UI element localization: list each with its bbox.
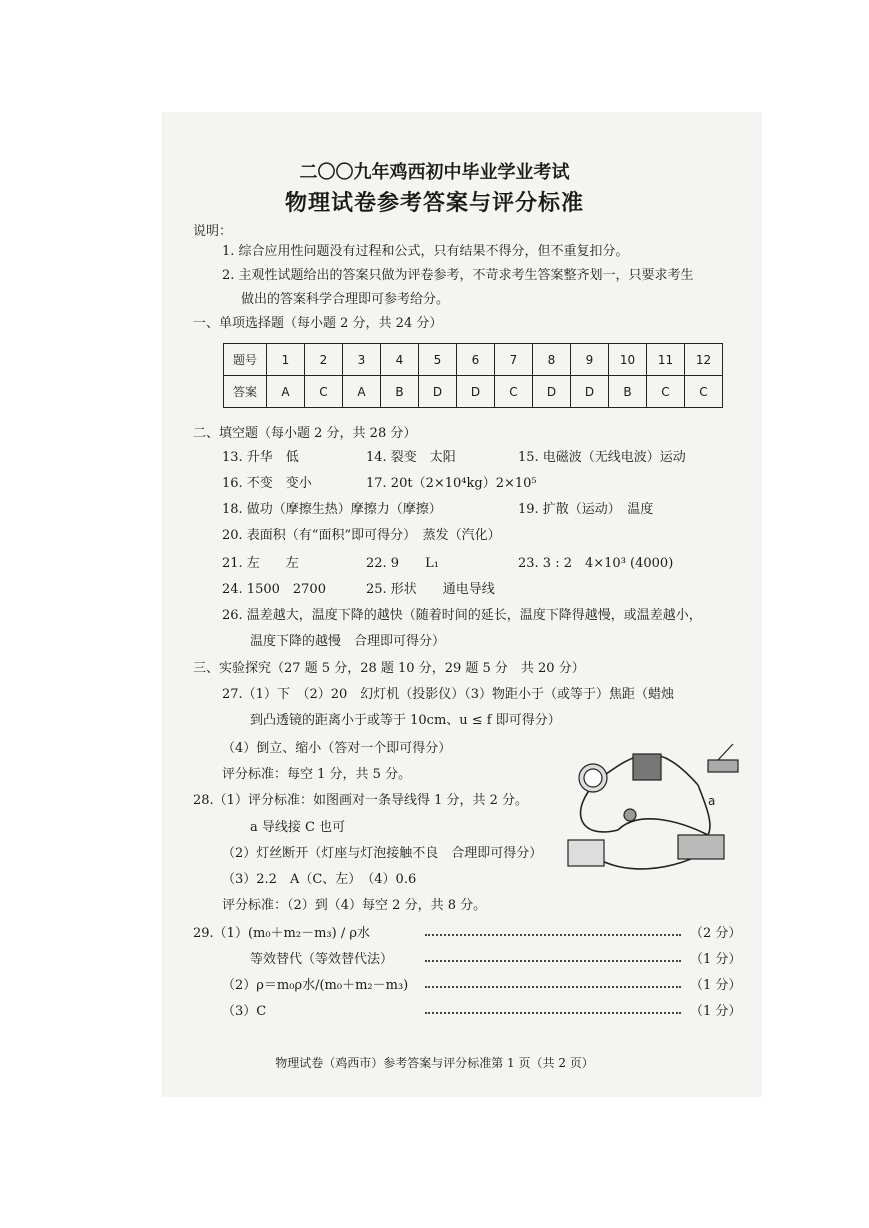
table-cell: C xyxy=(495,376,533,408)
answer-16: 16. 不变 变小 xyxy=(222,476,312,491)
answer-19: 19. 扩散（运动） 温度 xyxy=(518,502,654,517)
answer-15: 15. 电磁波（无线电波）运动 xyxy=(518,450,686,465)
answer-18: 18. 做功（摩擦生热）摩擦力（摩擦） xyxy=(222,502,442,517)
dotted-leader xyxy=(425,960,681,962)
dotted-leader xyxy=(425,986,681,988)
answer-28-3: （3）2.2 A（C、左） （4）0.6 xyxy=(222,872,417,887)
table-cell: C xyxy=(305,376,343,408)
table-cell: B xyxy=(381,376,419,408)
answer-28-note: a 导线接 C 也可 xyxy=(250,820,346,835)
answer-21: 21. 左 左 xyxy=(222,556,299,571)
answer-13: 13. 升华 低 xyxy=(222,450,299,465)
answer-25: 25. 形状 通电导线 xyxy=(366,582,495,597)
note-1: 1. 综合应用性问题没有过程和公式，只有结果不得分，但不重复扣分。 xyxy=(222,244,629,259)
table-cell: 5 xyxy=(419,344,457,376)
table-cell: 10 xyxy=(609,344,647,376)
table-cell: 8 xyxy=(533,344,571,376)
answer-28-2: （2）灯丝断开（灯座与灯泡接触不良 合理即可得分） xyxy=(222,846,543,861)
section-2-heading: 二、填空题（每小题 2 分，共 28 分） xyxy=(193,426,417,441)
table-cell: 7 xyxy=(495,344,533,376)
answer-29-1b: 等效替代（等效替代法） xyxy=(250,952,394,967)
answer-29-1: 29.（1）(m₀＋m₂－m₃) / ρ水 xyxy=(193,926,370,941)
table-cell: 11 xyxy=(647,344,685,376)
table-cell: C xyxy=(685,376,723,408)
answer-27-scoring: 评分标准：每空 1 分，共 5 分。 xyxy=(222,767,412,782)
table-cell: 2 xyxy=(305,344,343,376)
dotted-leader xyxy=(425,1012,681,1014)
table-cell: D xyxy=(419,376,457,408)
table-label-answer: 答案 xyxy=(224,376,267,408)
table-label-number: 题号 xyxy=(224,344,267,376)
notes-label: 说明： xyxy=(193,224,233,239)
table-cell: C xyxy=(647,376,685,408)
score-29-3: （1 分） xyxy=(690,1004,742,1019)
score-29-2: （1 分） xyxy=(690,978,742,993)
answer-26-cont: 温度下降的越慢 合理即可得分） xyxy=(250,634,446,649)
circuit-wire-label: a xyxy=(708,794,716,808)
table-cell: D xyxy=(533,376,571,408)
answer-table xyxy=(223,343,723,408)
table-cell: 4 xyxy=(381,344,419,376)
exam-subtitle: 物理试卷参考答案与评分标准 xyxy=(284,190,584,216)
answer-22: 22. 9 L₁ xyxy=(366,556,439,571)
circuit-diagram xyxy=(558,740,758,880)
table-cell: A xyxy=(343,376,381,408)
answer-14: 14. 裂变 太阳 xyxy=(366,450,456,465)
answer-29-3: （3）C xyxy=(222,1004,267,1019)
exam-title: 二〇〇九年鸡西初中毕业学业考试 xyxy=(299,162,570,183)
answer-17: 17. 20t（2×10⁴kg）2×10⁵ xyxy=(366,476,537,491)
answer-27-cont: 到凸透镜的距离小于或等于 10cm、u ≤ f 即可得分） xyxy=(250,713,561,728)
table-row-numbers xyxy=(224,344,723,376)
answer-23: 23. 3 : 2 4×10³ (4000) xyxy=(518,556,674,571)
section-3-heading: 三、实验探究（27 题 5 分，28 题 10 分，29 题 5 分 共 20 分） xyxy=(193,661,585,676)
table-cell: 1 xyxy=(267,344,305,376)
table-cell: A xyxy=(267,376,305,408)
table-cell: 9 xyxy=(571,344,609,376)
table-cell: D xyxy=(457,376,495,408)
note-2: 2. 主观性试题给出的答案只做为评卷参考，不苛求考生答案整齐划一，只要求考生 xyxy=(222,268,694,283)
section-1-heading: 一、单项选择题（每小题 2 分，共 24 分） xyxy=(193,316,443,331)
dotted-leader xyxy=(425,934,681,936)
answer-28-scoring: 评分标准：（2）到（4）每空 2 分，共 8 分。 xyxy=(222,898,487,913)
answer-24: 24. 1500 2700 xyxy=(222,582,326,597)
page-footer: 物理试卷（鸡西市）参考答案与评分标准第 1 页（共 2 页） xyxy=(275,1056,594,1070)
answer-28: 28.（1）评分标准：如图画对一条导线得 1 分，共 2 分。 xyxy=(193,793,529,808)
table-cell: D xyxy=(571,376,609,408)
answer-29-2: （2）ρ＝m₀ρ水/(m₀＋m₂－m₃) xyxy=(222,978,409,993)
answer-27-4: （4）倒立、缩小（答对一个即可得分） xyxy=(222,741,452,756)
table-cell: 6 xyxy=(457,344,495,376)
answer-26: 26. 温差越大，温度下降的越快（随着时间的延长，温度下降得越慢，或温差越小， xyxy=(222,608,702,623)
table-cell: 12 xyxy=(685,344,723,376)
answer-27: 27.（1）下 （2）20 幻灯机（投影仪）（3）物距小于（或等于）焦距（蜡烛 xyxy=(222,687,675,702)
score-29-1: （2 分） xyxy=(690,926,742,941)
table-cell: B xyxy=(609,376,647,408)
table-row-answers xyxy=(224,376,723,408)
table-cell: 3 xyxy=(343,344,381,376)
score-29-1b: （1 分） xyxy=(690,952,742,967)
note-2-cont: 做出的答案科学合理即可参考给分。 xyxy=(241,292,450,307)
answer-20: 20. 表面积（有“面积”即可得分） 蒸发（汽化） xyxy=(222,528,501,543)
